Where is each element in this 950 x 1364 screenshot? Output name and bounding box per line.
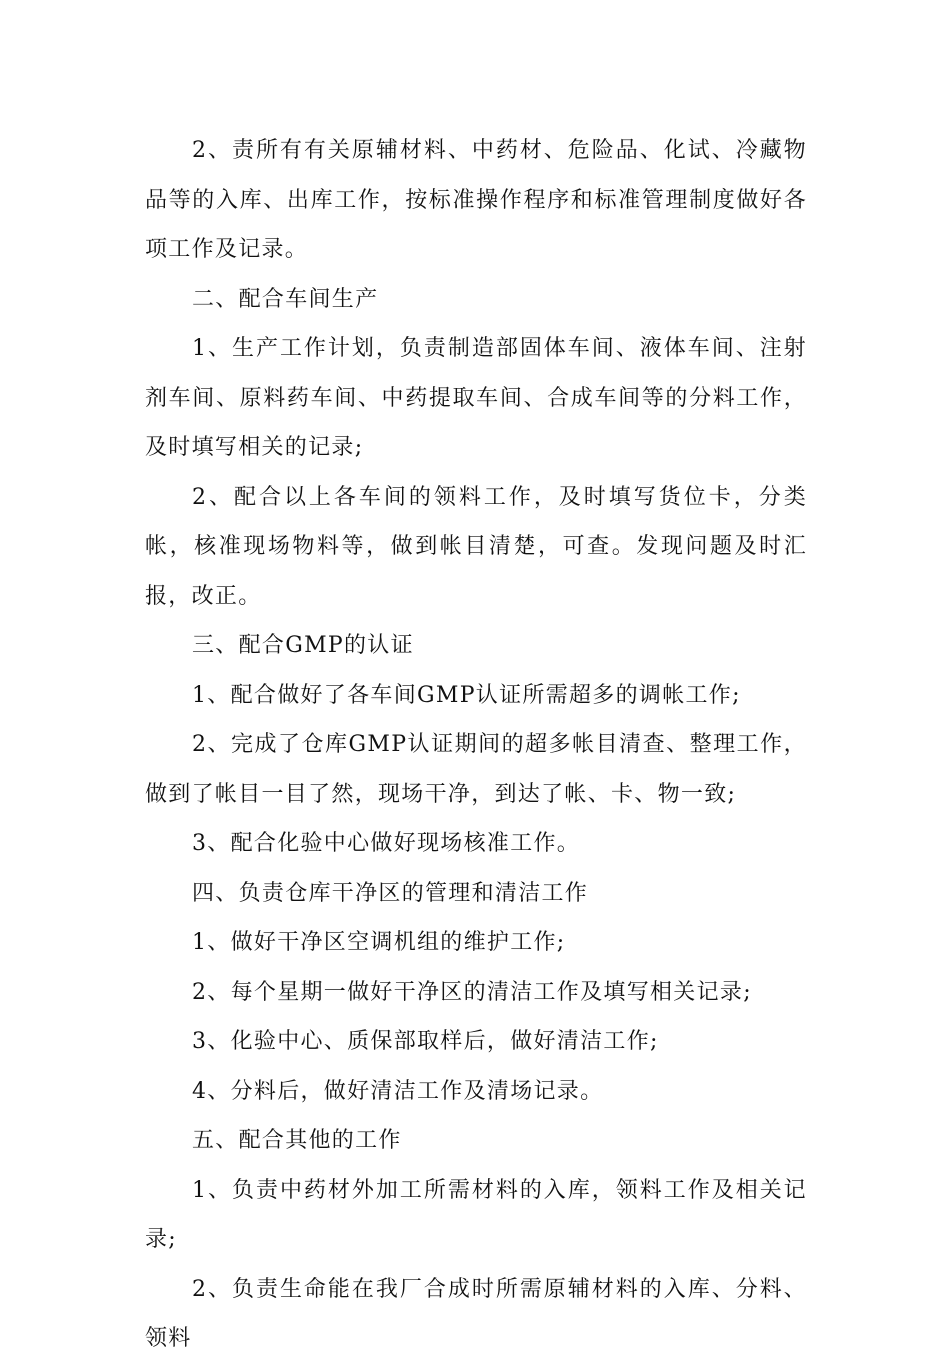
paragraph-13: 4、分料后，做好清洁工作及清场记录。: [192, 1078, 604, 1104]
section-heading-4: 四、负责仓库干净区的管理和清洁工作: [192, 880, 589, 906]
paragraph-10: 1、做好干净区空调机组的维护工作;: [192, 930, 566, 955]
section-heading-3: 三、配合GMP的认证: [192, 633, 414, 658]
paragraph-6: 1、配合做好了各车间GMP认证所需超多的调帐工作;: [192, 682, 741, 708]
paragraph-16: 2、负责生命能在我厂合成时所需原辅材料的入库、分料、领料: [145, 1276, 807, 1351]
paragraph-4: 2、配合以上各车间的领料工作，及时填写货位卡，分类帐，核准现场物料等，做到帐目清楚，可查。发现问题及时汇报，改正。: [145, 484, 807, 609]
paragraph-8: 3、配合化验中心做好现场核准工作。: [192, 831, 581, 856]
section-heading-2: 二、配合车间生产: [192, 286, 379, 312]
paragraph-3: 1、生产工作计划，负责制造部固体车间、液体车间、注射剂车间、原料药车间、中药提取车间、合成车间等的分料工作，及时填写相关的记录;: [145, 336, 807, 460]
paragraph-12: 3、化验中心、质保部取样后，做好清洁工作;: [192, 1029, 659, 1054]
document-body: [145, 126, 807, 1364]
paragraph-7: 2、完成了仓库GMP认证期间的超多帐目清查、整理工作，做到了帐目一目了然，现场干净，到达了帐、卡、物一致;: [145, 732, 807, 807]
section-heading-5: 五、配合其他的工作: [192, 1128, 402, 1153]
paragraph-11: 2、每个星期一做好干净区的清洁工作及填写相关记录;: [192, 979, 752, 1005]
paragraph-1: 2、责所有有关原辅材料、中药材、危险品、化试、冷藏物品等的入库、出库工作，按标准操作程序和标准管理制度做好各项工作及记录。: [145, 138, 807, 262]
paragraph-15: 1、负责中药材外加工所需材料的入库，领料工作及相关记录;: [145, 1177, 807, 1252]
